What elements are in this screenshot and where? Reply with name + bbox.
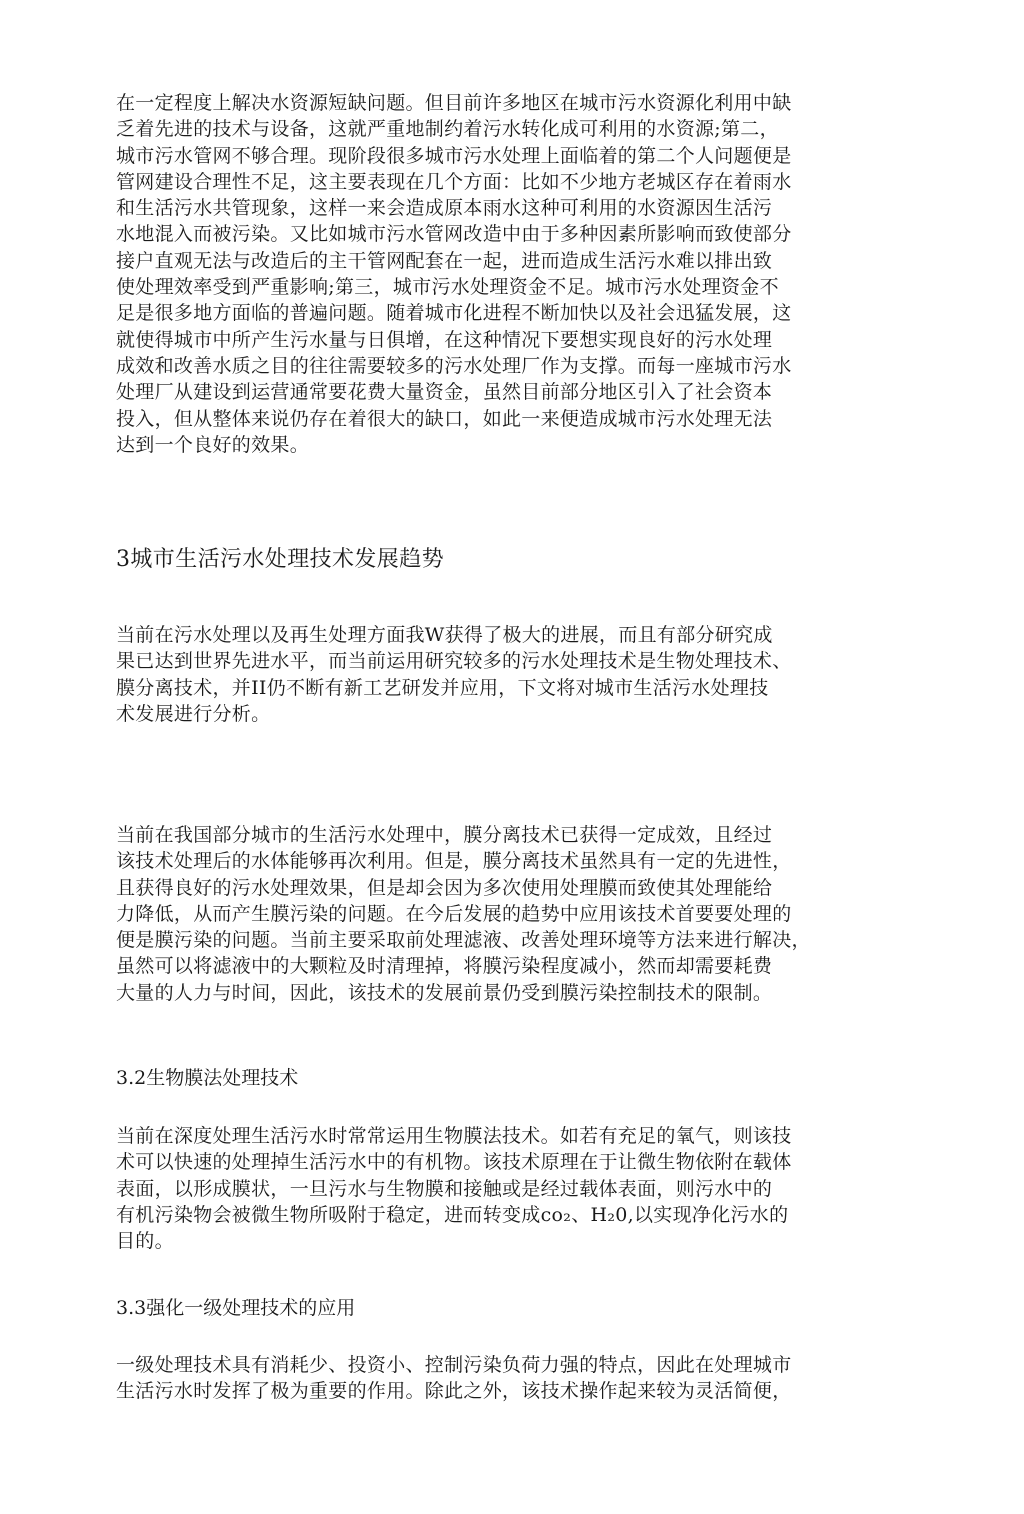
text-line: 当前在我国部分城市的生活污水处理中，膜分离技术已获得一定成效，且经过	[116, 824, 773, 846]
paragraph-trends-intro	[116, 622, 906, 727]
text-line: 目的。	[116, 1230, 174, 1253]
section-heading: 3城市生活污水处理技术发展趋势	[116, 547, 444, 572]
text-line: 术可以快速的处理掉生活污水中的有机物。该技术原理在于让微生物依附在载体	[116, 1151, 792, 1174]
text-line: 大量的人力与时间，因此，该技术的发展前景仍受到膜污染控制技术的限制。	[116, 981, 773, 1004]
subsection-heading: 3.2生物膜法处理技术	[116, 1067, 299, 1089]
text-line: 一级处理技术具有消耗少、投资小、控制污染负荷力强的特点，因此在处理城市	[116, 1354, 792, 1376]
text-line: 达到一个良好的效果。	[116, 433, 310, 456]
text-line: 处理厂从建设到运营通常要花费大量资金，虽然目前部分地区引入了社会资本	[116, 381, 773, 404]
text-line: 乏着先进的技术与设备，这就严重地制约着污水转化成可利用的水资源;第二，	[116, 118, 779, 141]
text-line: 力降低，从而产生膜污染的问题。在今后发展的趋势中应用该技术首要要处理的	[116, 902, 792, 925]
text-line: 当前在深度处理生活污水时常常运用生物膜法技术。如若有充足的氧气，则该技	[116, 1125, 792, 1147]
text-line: 虽然可以将滤液中的大颗粒及时清理掉，将膜污染程度减小，然而却需要耗费	[116, 955, 773, 978]
text-line: 便是膜污染的问题。当前主要采取前处理滤液、改善处理环境等方法来进行解决，	[116, 929, 811, 952]
text-line: 水地混入而被污染。又比如城市污水管网改造中由于多种因素所影响而致使部分	[116, 223, 792, 246]
text-line: 就使得城市中所产生污水量与日俱增，在这种情况下要想实现良好的污水处理	[116, 328, 773, 351]
text-line: 当前在污水处理以及再生处理方面我W获得了极大的进展，而且有部分研究成	[116, 624, 773, 646]
text-line: 城市污水管网不够合理。现阶段很多城市污水处理上面临着的第二个人问题便是	[116, 144, 792, 167]
text-line: 和生活污水共管现象，这样一来会造成原本雨水这种可利用的水资源因生活污	[116, 197, 773, 220]
text-line: 投入，但从整体来说仍存在着很大的缺口，如此一来便造成城市污水处理无法	[116, 407, 773, 430]
text-line: 有机污染物会被微生物所吸附于稳定，进而转变成co₂、H₂0,以实现净化污水的	[116, 1203, 789, 1226]
paragraph-membrane-separation	[116, 822, 906, 1006]
paragraph-water-shortage	[116, 90, 906, 458]
text-line: 且获得良好的污水处理效果，但是却会因为多次使用处理膜而致使其处理能给	[116, 876, 773, 899]
text-line: 接户直观无法与改造后的主干管网配套在一起，进而造成生活污水难以排出致	[116, 249, 773, 272]
text-line: 生活污水时发挥了极为重要的作用。除此之外，该技术操作起来较为灵活简便，	[116, 1380, 792, 1403]
text-line: 术发展进行分析。	[116, 702, 271, 725]
text-line: 成效和改善水质之目的往往需要较多的污水处理厂作为支撑。而每一座城市污水	[116, 354, 792, 377]
text-line: 膜分离技术，并II仍不断有新工艺研发并应用，下文将对城市生活污水处理技	[116, 676, 769, 699]
text-line: 使处理效率受到严重影响;第三，城市污水处理资金不足。城市污水处理资金不	[116, 276, 779, 299]
text-line: 在一定程度上解决水资源短缺问题。但目前许多地区在城市污水资源化利用中缺	[116, 92, 792, 114]
text-line: 该技术处理后的水体能够再次利用。但是，膜分离技术虽然具有一定的先进性，	[116, 850, 792, 873]
text-line: 管网建设合理性不足，这主要表现在几个方面：比如不少地方老城区存在着雨水	[116, 170, 792, 193]
text-line: 足是很多地方面临的普遍问题。随着城市化进程不断加快以及社会迅猛发展，这	[116, 302, 792, 325]
paragraph-primary-treatment	[116, 1352, 906, 1405]
paragraph-biofilm	[116, 1123, 906, 1254]
text-line: 表面，以形成膜状，一旦污水与生物膜和接触或是经过载体表面，则污水中的	[116, 1177, 773, 1200]
subsection-heading: 3.3强化一级处理技术的应用	[116, 1297, 356, 1319]
text-line: 果已达到世界先进水平，而当前运用研究较多的污水处理技术是生物处理技术、	[116, 650, 792, 673]
